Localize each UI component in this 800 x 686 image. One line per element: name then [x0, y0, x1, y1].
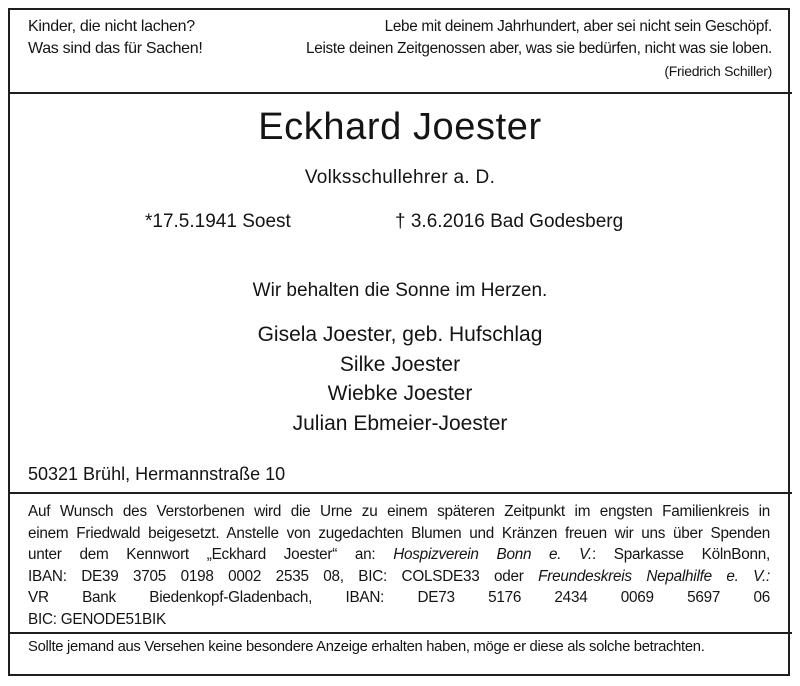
schiller-quote-line-1: Lebe mit deinem Jahrhundert, aber sei nicht sein Geschöpf. [384, 18, 772, 35]
mourner-name: Silke Joester [339, 352, 461, 376]
top-divider [8, 92, 792, 94]
donation-recipient-2: Freundeskreis Nepalhilfe e. V.: [538, 567, 770, 585]
children-quote-line-1: Kinder, die nicht lachen? [28, 18, 195, 35]
paragraph-line-6: BIC: GENODE51BIK [28, 610, 166, 628]
bottom-divider [8, 632, 792, 634]
funeral-and-donation-paragraph [28, 501, 770, 630]
children-quote [28, 16, 203, 60]
closing-note: Sollte jemand aus Versehen keine besondere Anzeige erhalten haben, möge er diese als solche betrachten. [28, 639, 705, 655]
mourner-name: Wiebke Joester [327, 382, 473, 405]
birth-date: *17.5.1941 Soest [145, 211, 291, 232]
mourner-name: Julian Ebmeier-Joester [292, 411, 508, 435]
deceased-name: Eckhard Joester [258, 106, 542, 148]
deceased-title: Volksschullehrer a. D. [304, 167, 496, 188]
motto: Wir behalten die Sonne im Herzen. [252, 280, 548, 301]
paragraph-text: : Sparkasse KölnBonn, [591, 546, 770, 563]
paragraph-line-1: Auf Wunsch des Verstorbenen wird die Urne zu einem späteren Zeitpunkt im engsten Familienkreis in [28, 503, 770, 520]
paragraph-line-2: einem Friedwald beigesetzt. Anstelle von zugedachten Blumen und Kränzen freuen wir uns über Spenden [28, 524, 770, 542]
paragraph-text: unter dem Kennwort „Eckhard Joester“ an: [28, 546, 394, 563]
mourners-list [0, 320, 800, 438]
children-quote-line-2: Was sind das für Sachen! [28, 40, 203, 57]
family-address: 50321 Brühl, Hermannstraße 10 [28, 464, 286, 484]
death-date: † 3.6.2016 Bad Godesberg [395, 211, 624, 232]
paragraph-line-5: VR Bank Biedenkopf-Gladenbach, IBAN: DE73 5176 2434 0069 5697 06 [28, 589, 770, 606]
middle-divider [8, 492, 792, 494]
paragraph-text: IBAN: DE39 3705 0198 0002 2535 08, BIC: COLSDE33 oder [28, 567, 539, 585]
schiller-quote-attribution: (Friedrich Schiller) [664, 63, 772, 79]
mourner-name: Gisela Joester, geb. Hufschlag [257, 323, 543, 346]
paragraph-line-4 [28, 566, 770, 588]
paragraph-line-3 [28, 544, 770, 566]
schiller-quote [306, 16, 772, 82]
donation-recipient-1: Hospizverein Bonn e. V. [393, 546, 592, 563]
schiller-quote-line-2: Leiste deinen Zeitgenossen aber, was sie bedürfen, nicht was sie loben. [306, 40, 772, 57]
